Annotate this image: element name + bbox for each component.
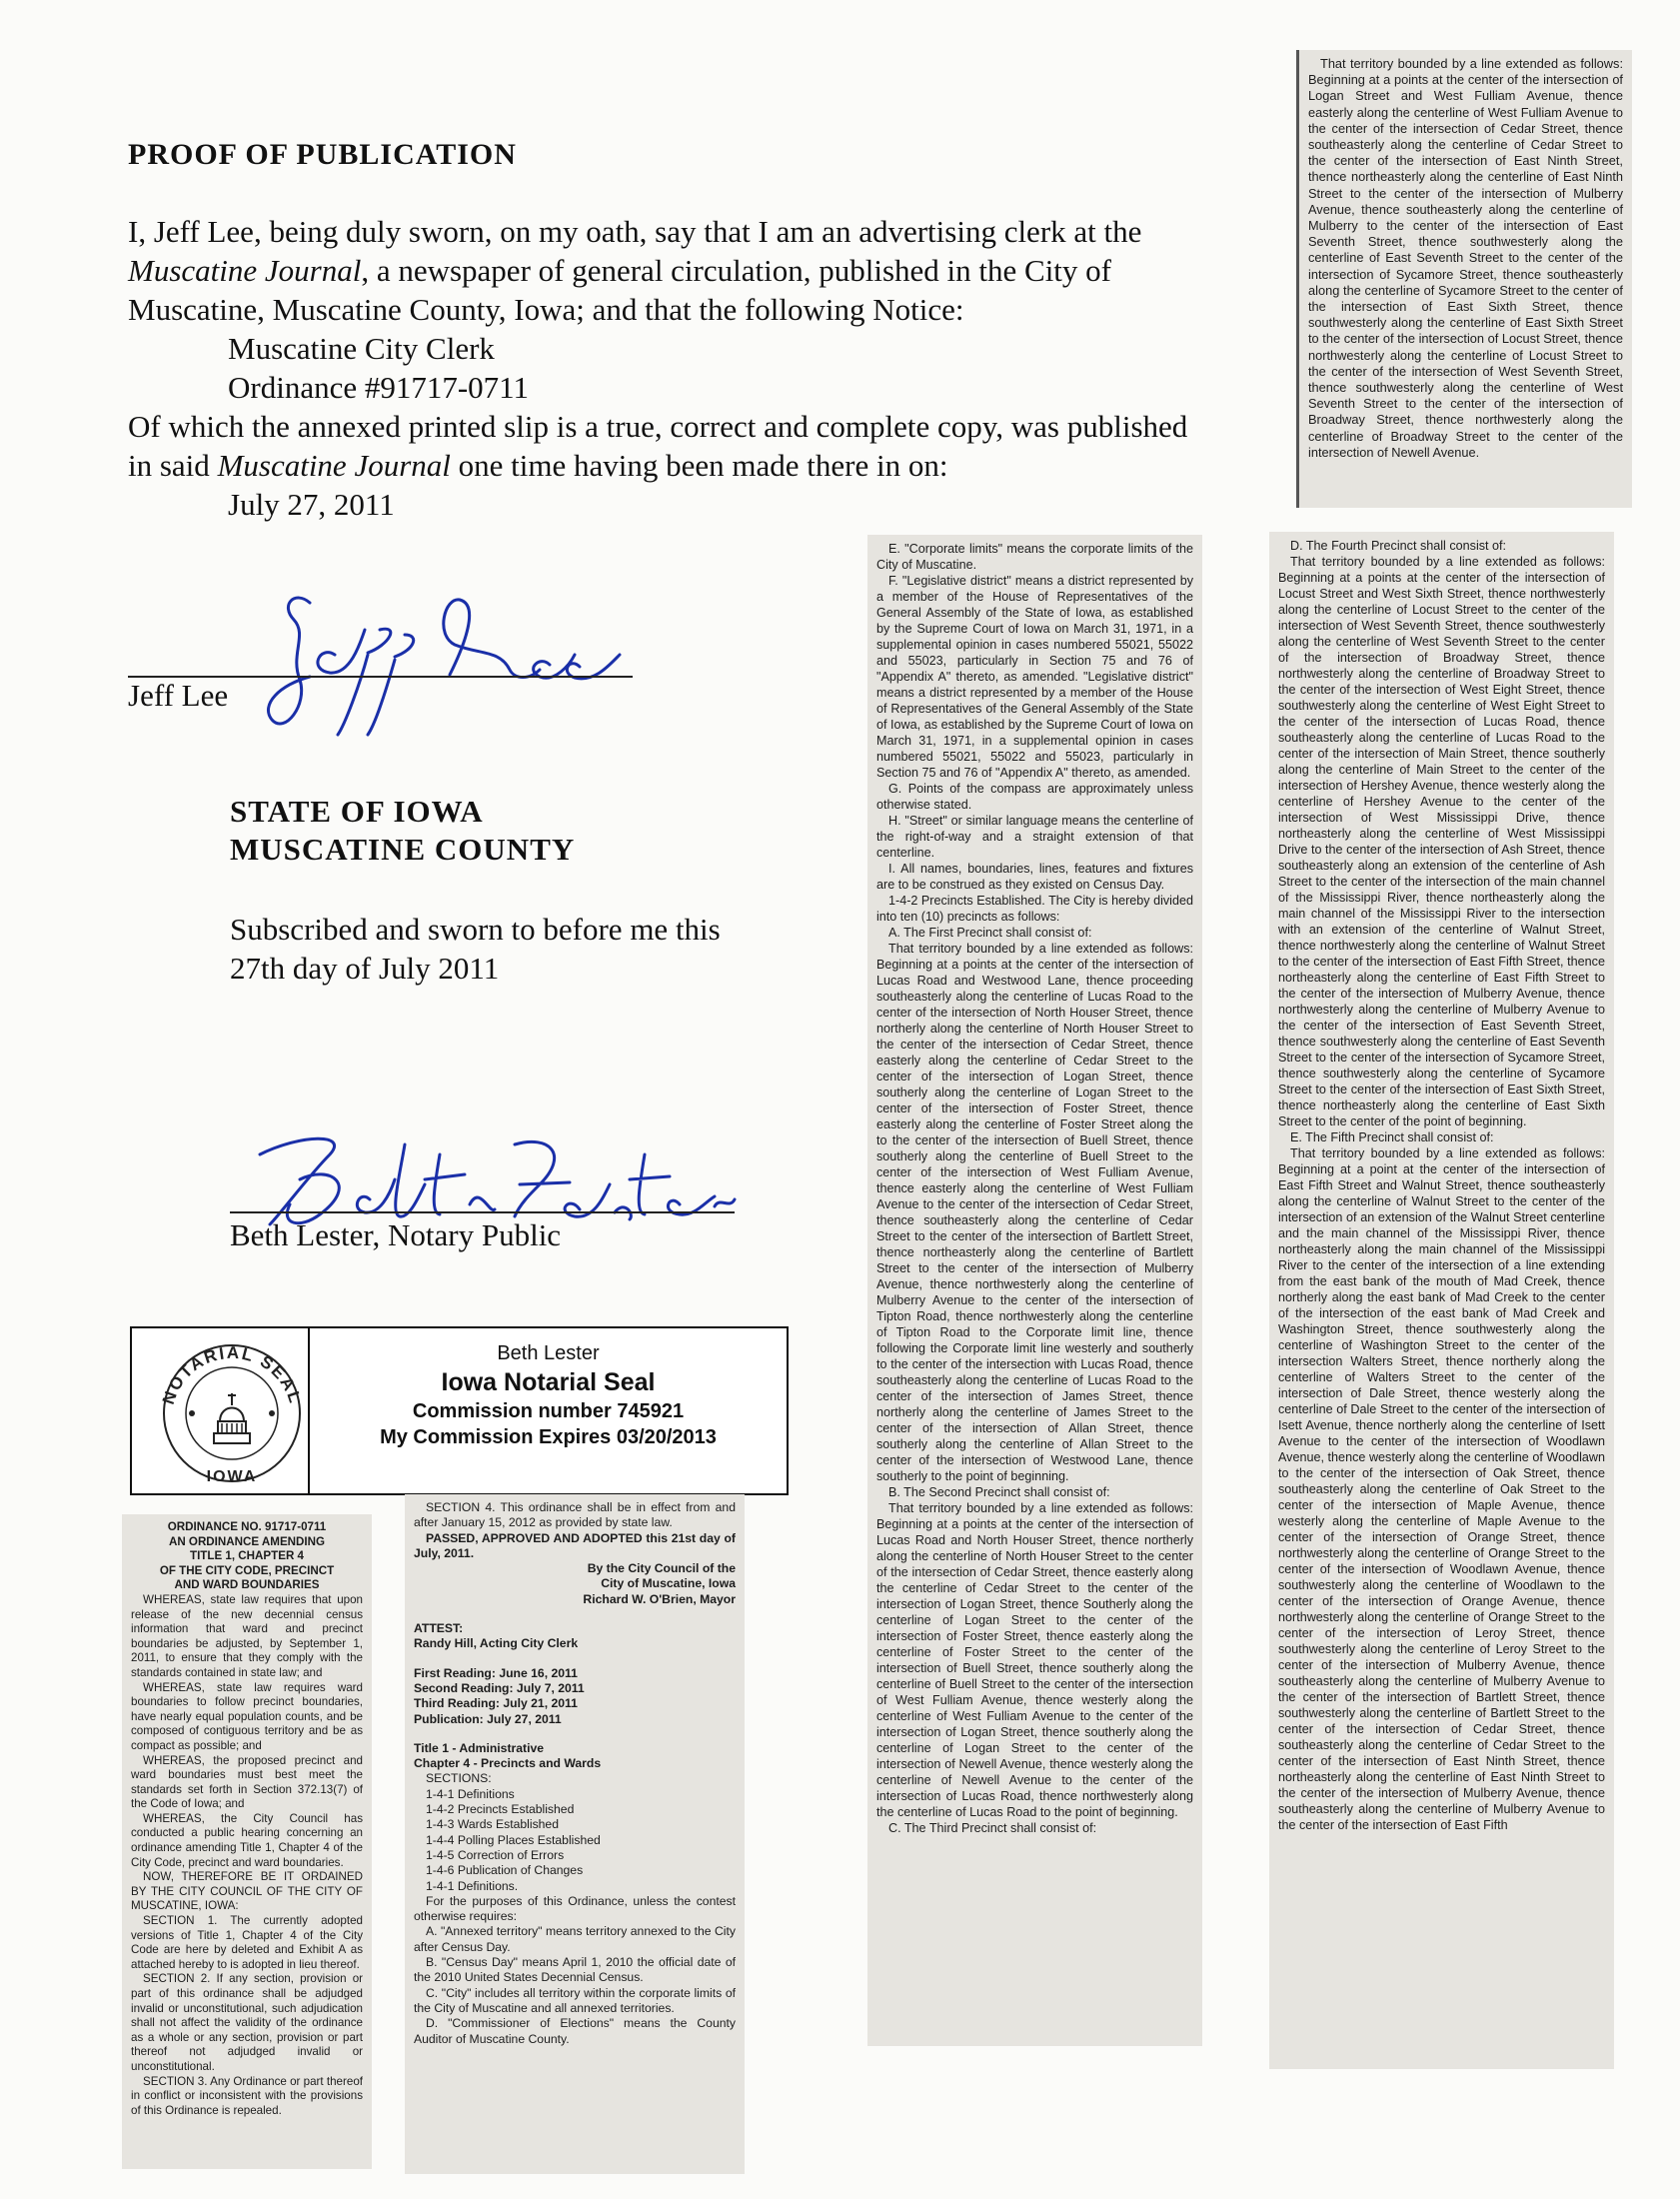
ordinance-title-5: AND WARD BOUNDARIES bbox=[174, 1578, 320, 1592]
definitions-head: 1-4-1 Definitions. bbox=[426, 1878, 519, 1893]
copy-statement-end: one time having been made there in on: bbox=[458, 448, 948, 483]
ordinance-paragraph-6: SECTION 1. The currently adopted versions of Title 1, Chapter 4 of the City Code are here by deleted and Exhibit A as attached hereby to is adopted in lieu thereof. bbox=[131, 1914, 363, 1971]
clip-middle-paragraph-6: 1-4-2 Precincts Established. The City is hereby divided into ten (10) precincts as follows: bbox=[876, 894, 1193, 924]
seal-ring-bottom: IOWA bbox=[206, 1468, 258, 1485]
subscribed-statement bbox=[230, 910, 721, 988]
ordinance-paragraph-2: WHEREAS, state law requires ward boundaries to follow precinct boundaries, have nearly equal population counts, and be composed of contiguous territory and be as compact as possible; and bbox=[131, 1680, 363, 1752]
clip-right-paragraph-1: D. The Fourth Precinct shall consist of: bbox=[1290, 539, 1507, 553]
clipping-right-column bbox=[1269, 532, 1614, 2069]
page-title: PROOF OF PUBLICATION bbox=[128, 138, 517, 171]
statement-line-1: I, Jeff Lee, being duly sworn, on my oath, say that I am an advertising clerk at the bbox=[128, 214, 1142, 249]
seal-name: Beth Lester bbox=[497, 1342, 600, 1364]
reading-publication: Publication: July 27, 2011 bbox=[414, 1711, 562, 1726]
title-head: Title 1 - Administrative bbox=[414, 1740, 545, 1755]
section-item-5: 1-4-5 Correction of Errors bbox=[426, 1847, 565, 1862]
jurisdiction bbox=[230, 793, 575, 869]
ordinance-paragraphs bbox=[131, 1593, 363, 2118]
section-4: SECTION 4. This ordinance shall be in effect from and after January 15, 2012 as provided by state law. bbox=[414, 1500, 736, 1530]
affidavit-statement bbox=[128, 212, 1287, 524]
state: STATE OF IOWA bbox=[230, 794, 484, 829]
section-item-1: 1-4-1 Definitions bbox=[426, 1786, 515, 1801]
clipping-ordinance-sections bbox=[405, 1494, 745, 2174]
clip-middle-paragraph-11: C. The Third Precinct shall consist of: bbox=[888, 1821, 1097, 1835]
clip-middle-paragraph-10: That territory bounded by a line extended as follows: Beginning at a points at the center of the intersection of Lucas Road and North Houser Street, thence northerly along the centerline of North Houser Street to the center of the intersection of Cedar Street, thence easterly along the centerline of Cedar Street to the center of the intersection of Logan Street, thence Southerly along the centerline of Logan Street to the center of the intersection of Foster Street, thence easterly along the centerline of Foster Street to the center of the intersection of Buell Street, thence southerly along the centerline of Buell Street to the center of the intersection of West Fulliam Avenue, thence westerly along the centerline of West Fulliam Avenue to the center of the intersection of Logan Street, thence southerly along the centerline of Logan Street to the center of the intersection of Newell Avenue, thence westerly along the centerline of Newell Avenue to the center of the intersection of Lucas Road, thence northwesterly along the centerline of Lucas Road to the point of beginning. bbox=[876, 1501, 1193, 1819]
clip-middle-paragraph-9: B. The Second Precinct shall consist of: bbox=[888, 1485, 1110, 1499]
copy-statement-2 bbox=[128, 446, 1287, 485]
definition-b: B. "Census Day" means April 1, 2010 the official date of the 2010 United States Decennial Census. bbox=[414, 1955, 736, 1985]
passed-statement: PASSED, APPROVED AND ADOPTED this 21st day of July, 2011. bbox=[414, 1530, 736, 1560]
seal-details bbox=[310, 1340, 787, 1450]
subscribed-line-2: 27th day of July 2011 bbox=[230, 951, 500, 986]
clipping-top-right bbox=[1299, 50, 1632, 508]
clipping-ordinance-header bbox=[122, 1514, 372, 2169]
seal-title: Iowa Notarial Seal bbox=[441, 1368, 656, 1396]
clerk-name: Randy Hill, Acting City Clerk bbox=[414, 1636, 579, 1651]
clip-top-right-paragraph-1: That territory bounded by a line extended as follows: Beginning at a points at the center of the intersection of Logan Street and West Fulliam Avenue, thence easterly along the centerline of West Fulliam Avenue to the center of the intersection of Cedar Street, thence southeasterly along the centerline of Cedar Street to the center of the intersection of East Ninth Street, thence northeasterly along the centerline of East Ninth Street to the center of the intersection of Mulberry Avenue, thence southeasterly along the centerline of Mulberry to the center of the intersection of East Seventh Street, thence southwesterly along the centerline of East Seventh Street to the center of the intersection of Sycamore Street, thence southeasterly along the centerline of Sycamore Street to the center of the intersection of East Sixth Street, thence southwesterly along the centerline of East Sixth Street to the center of the intersection of Locust Street, thence northwesterly along the centerline of Locust Street to the center of the intersection of West Seventh Street, thence southwesterly along the centerline of West Seventh Street to the center of the intersection of Broadway Street, thence northwesterly along the centerline of Broadway Street to the center of the intersection of Newell Avenue. bbox=[1308, 56, 1623, 460]
ordinance-title-2: AN ORDINANCE AMENDING bbox=[168, 1534, 326, 1548]
chapter-head: Chapter 4 - Precincts and Wards bbox=[414, 1756, 602, 1771]
council-signature: By the City Council of the City of Muscatine, Iowa bbox=[587, 1561, 736, 1591]
clip-middle-paragraph-4: H. "Street" or similar language means the centerline of the right-of-way and a straight extension of that centerline. bbox=[876, 814, 1193, 860]
clip-middle-paragraph-8: That territory bounded by a line extended as follows: Beginning at a points at the center of the intersection of Lucas Road and Westwood Lane, thence proceeding southeasterly along the centerline of Lucas Road to the center of the intersection of North Houser Street, thence northerly along the centerline of North Houser Street to the center of the intersection of Cedar Street, thence easterly along the centerline of Cedar Street to the center of the intersection of Logan Street, thence southerly along the centerline of Logan Street to the center of the intersection of Foster Street, thence easterly along the centerline of Foster Street along the to the center of the intersection of Buell Street, thence southerly along the centerline of Buell Street to the center of the intersection of West Fulliam Avenue, thence easterly along the centerline of West Fulliam Avenue to the center of the intersection of Cedar Street, thence southeasterly along the centerline of Cedar Street to the center of the intersection of Bartlett Street, thence northeasterly along the centerline of Bartlett Street to the center of the intersection of Mulberry Avenue, thence northwesterly along the centerline of Mulberry Avenue to the center of the intersection of Tipton Road, thence northwesterly along the centerline of Tipton Road to the Corporate limit line, thence following the Corporate limit line westerly and southerly to the center of the intersection with Lucas Road, thence southeasterly along the centerline of Lucas Road to the center of the intersection of James Street, thence northerly along the centerline of James Street to the center of the intersection of Allan Street, thence southerly along the centerline of Allan Street to the center of the intersection of Westwood Lane, thence southerly to the point of beginning. bbox=[876, 942, 1193, 1483]
section-item-2: 1-4-2 Precincts Established bbox=[426, 1802, 575, 1817]
statement-line-2 bbox=[128, 251, 1287, 290]
section-item-4: 1-4-4 Polling Places Established bbox=[426, 1832, 601, 1847]
mayor-name: Richard W. O'Brien, Mayor bbox=[583, 1591, 736, 1606]
clip-middle-paragraph-2: F. "Legislative district" means a district represented by a member of the House of Representatives of the General Assembly of the State of Iowa, as established by the Supreme Court of Iowa on March 31, 1971, in a supplemental opinion in cases numbered 55021, 55022 and 55023, particularly in Section 75 and 76 of "Appendix A" thereto, as amended. "Legislative district" means a district represented by a member of the House of Representatives of the General Assembly of the State of Iowa, as established by the Supreme Court of Iowa on March 31, 1971, in a supplemental opinion in cases numbered 55021, 55022 and 55023, particularly in Section 75 and 76 of "Appendix A" thereto, as amended. bbox=[876, 574, 1193, 780]
clip-right-paragraph-3: E. The Fifth Precinct shall consist of: bbox=[1290, 1130, 1494, 1144]
newspaper-name: Muscatine Journal bbox=[128, 253, 362, 288]
notary-seal-icon bbox=[142, 1333, 322, 1488]
ordinance-title-3: TITLE 1, CHAPTER 4 bbox=[189, 1549, 305, 1563]
clip-middle-paragraph-1: E. "Corporate limits" means the corporate limits of the City of Muscatine. bbox=[876, 542, 1193, 572]
seal-ring-top: NOTARIAL SEAL bbox=[158, 1342, 306, 1407]
clip-right-paragraph-4: That territory bounded by a line extended as follows: Beginning at a point at the center of the intersection of East Fifth Street and Walnut Street, thence southeasterly along the centerline of Walnut Street to the center of the intersection of an extension of the Walnut Street centerline and the main channel of the Mississippi River, thence northeasterly along the main channel of the Mississippi River to the center of the intersection of a line extending from the east bank of the mouth of Mad Creek, thence northerly along the east bank of Mad Creek to the center of the intersection of the east bank of Mad Creek and Washington Street, thence southwesterly along the centerline of Washington Street to the center of the intersection Walters Street, thence northerly along the centerline of Walters Street to the center of the intersection of Dale Street, thence westerly along the centerline of Dale Street to the center of the intersection of Isett Avenue, thence northerly along the centerline of Isett Avenue to the center of the intersection of Woodlawn Avenue, thence westerly along the centerline of Woodlawn to the center of the intersection of Oak Street, thence southeasterly along the centerline of Oak Street to the center of the intersection of Maple Avenue, thence westerly along the centerline of Maple Avenue to the center of the intersection of Orange Street, thence northwesterly along the centerline of Orange Street to the center of the intersection of Woodlawn Avenue, thence southwesterly along the centerline of Woodlawn to the center of the intersection of Orange Avenue, thence northwesterly along the centerline of Orange Street to the center of the intersection of Leroy Street, thence southwesterly along the centerline of Leroy Street to the center of the intersection of Mulberry Avenue, thence southeasterly along the centerline of Mulberry Avenue to the center of the intersection of Bartlett Street, thence southwesterly along the centerline of Bartlett Street to the center of the intersection of Cedar Street, thence southeasterly along the centerline of Cedar Street to the center of the intersection of East Ninth Street, thence northeasterly along the centerline of East Ninth Street to the center of the intersection of Mulberry Avenue, thence southeasterly along the centerline of Mulberry Avenue to the center of the intersection of East Fifth bbox=[1278, 1146, 1605, 1832]
section-item-3: 1-4-3 Wards Established bbox=[426, 1817, 559, 1832]
copy-statement: Of which the annexed printed slip is a true, correct and complete copy, was published bbox=[128, 409, 1188, 444]
in-said: in said bbox=[128, 448, 210, 483]
seal-expires: My Commission Expires 03/20/2013 bbox=[380, 1426, 717, 1448]
clip-right-paragraph-2: That territory bounded by a line extended as follows: Beginning at a points at the center of the intersection of Locust Street and West Sixth Street, thence northwesterly along the centerline of Locust Street to the center of the intersection of West Seventh Street, thence southwesterly along the centerline of West Seventh Street to the center of the intersection of Broadway Street, thence northwesterly along the centerline of Broadway Street to the center of the intersection of West Eight Street, thence southwesterly along the centerline of West Eight Street to the center of the intersection of Lucas Road, thence southeasterly along the centerline of Lucas Road to the center of the intersection of Main Street, thence southerly along the centerline of Main Street to the center of the intersection of Hershey Avenue, thence westerly along the centerline of Hershey Avenue to the center of the intersection of West Mississippi Drive, thence northeasterly along the centerline of West Mississippi Drive to the center of the intersection of Ash Street, thence southeasterly along an extension of the centerline of Ash Street to the center of the intersection of the main channel of the Mississippi River, thence northeasterly along the main channel of the Mississippi River to the intersection with an extension of the centerline of Walnut Street, thence northwesterly along the centerline of Walnut Street to the center of the intersection of East Fifth Street, thence northeasterly along the centerline of East Fifth Street to the center of the intersection of Mulberry Avenue, thence northwesterly along the centerline of Mulberry Avenue to the center of the intersection of East Seventh Street, thence southwesterly along the centerline of East Seventh Street to the center of the intersection of Sycamore Street, thence southwesterly along the centerline of Sycamore Street to the center of the intersection of East Sixth Street, thence northeasterly along the centerline of East Sixth Street to the center of the point of beginning. bbox=[1278, 555, 1605, 1128]
reading-second: Second Reading: July 7, 2011 bbox=[414, 1680, 585, 1695]
clip-middle-paragraph-5: I. All names, boundaries, lines, features and fixtures are to be construed as they existed on Census Day. bbox=[876, 862, 1193, 892]
publication-date: July 27, 2011 bbox=[228, 487, 395, 522]
signer-name: Jeff Lee bbox=[128, 678, 229, 713]
county: MUSCATINE COUNTY bbox=[230, 832, 576, 867]
notary-label: Beth Lester, Notary Public bbox=[230, 1217, 562, 1252]
ordinance-paragraph-5: NOW, THEREFORE BE IT ORDAINED BY THE CITY COUNCIL OF THE CITY OF MUSCATINE, IOWA: bbox=[131, 1870, 363, 1913]
reading-third: Third Reading: July 21, 2011 bbox=[414, 1696, 578, 1711]
ordinance-paragraph-3: WHEREAS, the proposed precinct and ward boundaries must best meet the standards set forth in Section 372.13(7) of the Code of Iowa; and bbox=[131, 1753, 363, 1811]
notice-name: Muscatine City Clerk bbox=[228, 331, 495, 366]
attest-label: ATTEST: bbox=[414, 1621, 464, 1636]
signature-line-2 bbox=[230, 1211, 735, 1213]
ordinance-number: Ordinance #91717-0711 bbox=[228, 370, 530, 405]
clip-middle-paragraph-3: G. Points of the compass are approximately unless otherwise stated. bbox=[876, 782, 1193, 812]
reading-first: First Reading: June 16, 2011 bbox=[414, 1665, 578, 1680]
signature-jeff-lee bbox=[250, 585, 650, 745]
ordinance-paragraph-8: SECTION 3. Any Ordinance or part thereof in conflict or inconsistent with the provisions of this Ordinance is repealed. bbox=[131, 2074, 363, 2117]
ordinance-paragraph-7: SECTION 2. If any section, provision or part of this ordinance shall be adjudged invalid or unconstitutional, such adjudication shall not affect the validity of the ordinance as a whole or any section, provision or part thereof not adjudged invalid or unconstitutional. bbox=[131, 1972, 363, 2073]
reading-dates bbox=[414, 1666, 736, 1727]
ordinance-paragraph-1: WHEREAS, state law requires that upon release of the new decennial census information that ward and precinct boundaries be adjusted, by September 1, 2011, to ensure that they comply with the standards contained in state law; and bbox=[131, 1592, 363, 1679]
clipping-middle-column bbox=[867, 535, 1202, 2046]
ordinance-paragraph-4: WHEREAS, the City Council has conducted a public hearing concerning an ordinance amending Title 1, Chapter 4 of the City Code, precinct and ward boundaries. bbox=[131, 1811, 363, 1869]
ordinance-title-1: ORDINANCE NO. 91717-0711 bbox=[167, 1520, 327, 1533]
ordinance-title-4: OF THE CITY CODE, PRECINCT bbox=[159, 1563, 335, 1577]
newspaper-name-2: Muscatine Journal bbox=[217, 448, 451, 483]
definition-d: D. "Commissioner of Elections" means the County Auditor of Muscatine County. bbox=[414, 2016, 736, 2046]
subscribed-line-1: Subscribed and sworn to before me this bbox=[230, 912, 721, 947]
section-item-6: 1-4-6 Publication of Changes bbox=[426, 1863, 584, 1878]
statement-line-3: Muscatine, Muscatine County, Iowa; and that the following Notice: bbox=[128, 292, 964, 327]
sections-label: SECTIONS: bbox=[426, 1771, 492, 1786]
definition-c: C. "City" includes all territory within the corporate limits of the City of Muscatine and all annexed territories. bbox=[414, 1985, 736, 2015]
seal-commission: Commission number 745921 bbox=[412, 1400, 685, 1422]
definition-a: A. "Annexed territory" means territory annexed to the City after Census Day. bbox=[414, 1924, 736, 1954]
notarial-seal-box bbox=[130, 1326, 789, 1495]
clip-middle-paragraph-7: A. The First Precinct shall consist of: bbox=[888, 926, 1092, 940]
statement-line-2-rest: , a newspaper of general circulation, published in the City of bbox=[361, 253, 1111, 288]
definition-intro: For the purposes of this Ordinance, unless the contest otherwise requires: bbox=[414, 1893, 736, 1924]
